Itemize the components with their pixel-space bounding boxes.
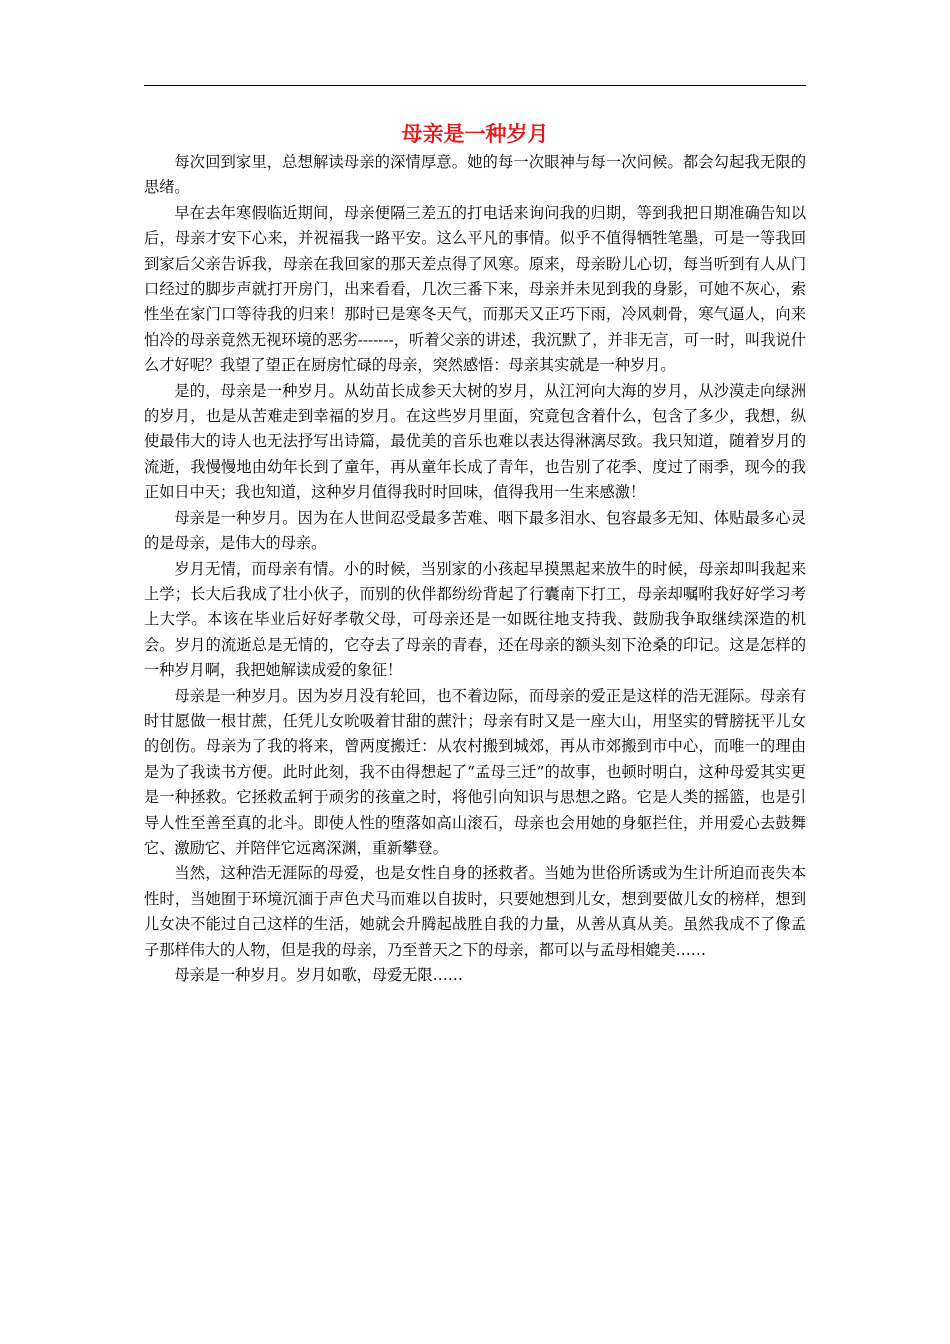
paragraph-5: 岁月无情，而母亲有情。小的时候，当别家的小孩起早摸黑起来放牛的时候，母亲却叫我起来上学；长大后我成了壮小伙子，而别的伙伴都纷纷背起了行囊南下打工，母亲却嘱咐我好好学习考上大学。本该在毕业后好好孝敬父母，可母亲还是一如既往地支持我、鼓励我争取继续深造的机会。岁月的流逝总是无情的，它夺去了母亲的青春，还在母亲的额头刻下沧桑的印记。这是怎样的一种岁月啊，我把她解读成爱的象征！ [144,559,806,680]
paragraph-6: 母亲是一种岁月。因为岁月没有轮回，也不着边际，而母亲的爱正是这样的浩无涯际。母亲有时甘愿做一根甘蔗，任凭儿女吮吸着甘甜的蔗汁；母亲有时又是一座大山，用坚实的臂膀抚平儿女的创伤。母亲为了我的将来，曾两度搬迁：从农村搬到城郊，再从市郊搬到市中心，而唯一的理由是为了我读书方便。此时此刻，我不由得想起了“孟母三迁”的故事，也顿时明白，这种母爱其实更是一种拯救。它拯救孟轲于顽劣的孩童之时，将他引向知识与思想之路。它是人类的摇篮，也是引导人性至善至真的北斗。即使人性的堕落如高山滚石，母亲也会用她的身躯拦住，并用爱心去鼓舞它、激励它、并陪伴它远离深渊，重新攀登。 [144,686,806,857]
document-title: 母亲是一种岁月 [401,121,549,146]
paragraph-3: 是的，母亲是一种岁月。从幼苗长成参天大树的岁月，从江河向大海的岁月，从沙漠走向绿洲的岁月，也是从苦难走到幸福的岁月。在这些岁月里面，究竟包含着什么，包含了多少，我想，纵使最伟大的诗人也无法抒写出诗篇，最优美的音乐也难以表达得淋漓尽致。我只知道，随着岁月的流逝，我慢慢地由幼年长到了童年，再从童年长成了青年，也告别了花季、度过了雨季，现今的我正如日中天；我也知道，这种岁月值得我时时回味，值得我用一生来感激！ [144,381,806,502]
paragraph-4: 母亲是一种岁月。因为在人世间忍受最多苦难、咽下最多泪水、包容最多无知、体贴最多心灵的是母亲，是伟大的母亲。 [144,508,806,553]
document-body [144,150,806,988]
paragraph-7: 当然，这种浩无涯际的母爱，也是女性自身的拯救者。当她为世俗所诱或为生计所迫而丧失本性时，当她囿于环境沉湎于声色犬马而难以自拔时，只要她想到儿女，想到要做儿女的榜样，想到儿女决不能过自己这样的生活，她就会升腾起战胜自我的力量，从善从真从美。虽然我成不了像孟子那样伟大的人物，但是我的母亲，乃至普天之下的母亲，都可以与孟母相媲美…… [144,864,806,959]
header-rule [144,85,806,86]
paragraph-8: 母亲是一种岁月。岁月如歌，母爱无限…… [174,966,463,984]
paragraph-1: 每次回到家里，总想解读母亲的深情厚意。她的每一次眼神与每一次问候。都会勾起我无限的思绪。 [144,153,806,197]
paragraph-2: 早在去年寒假临近期间，母亲便隔三差五的打电话来询问我的归期，等到我把日期准确告知以后，母亲才安下心来，并祝福我一路平安。这么平凡的事情。似乎不值得牺牲笔墨，可是一等我回到家后父亲告诉我，母亲在我回家的那天差点得了风寒。原来，母亲盼儿心切，每当听到有人从门口经过的脚步声就打开房门，出来看看，几次三番下来，母亲并未见到我的身影，可她不灰心，索性坐在家门口等待我的归来！那时已是寒冬天气，而那天又正巧下雨，冷风刺骨，寒气逼人，向来怕冷的母亲竟然无视环境的恶劣-------，听着父亲的讲述，我沉默了，并非无言，可一时，叫我说什么才好呢？我望了望正在厨房忙碌的母亲，突然感悟：母亲其实就是一种岁月。 [144,203,806,375]
